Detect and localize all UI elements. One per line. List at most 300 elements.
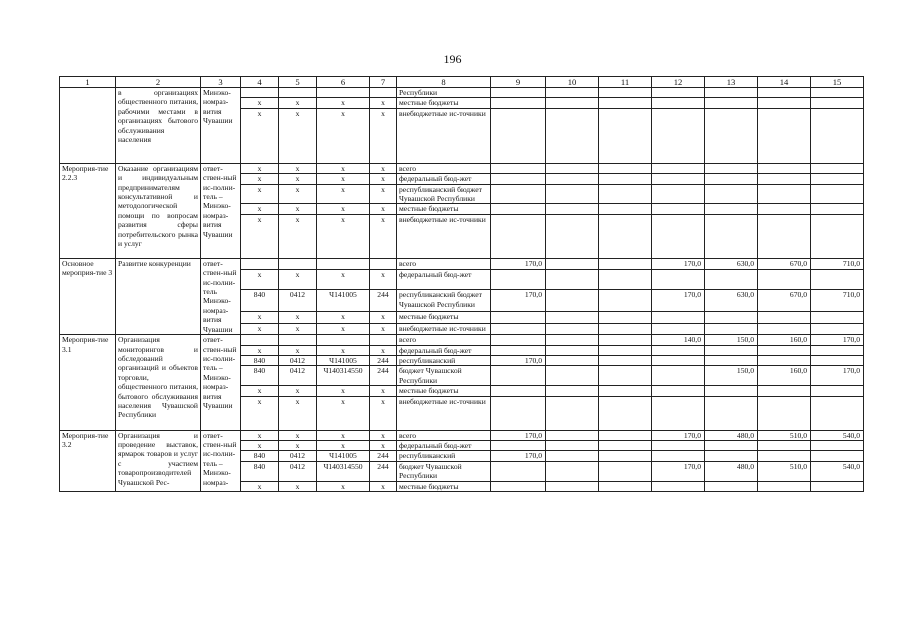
empty-cell (317, 335, 370, 345)
empty-cell (705, 204, 758, 214)
empty-cell (317, 258, 370, 269)
source-cell: всего (397, 335, 491, 345)
empty-cell (546, 98, 599, 108)
empty-cell (599, 451, 652, 461)
code-cell: x (279, 98, 317, 108)
column-header: 12 (652, 77, 705, 88)
value-cell: 510,0 (758, 430, 811, 440)
event-name-cell: в организациях общественного питания, рабочими местами в организациях бытового обслуживания населения (116, 88, 201, 164)
source-cell: внебюджетные ис-точники (397, 108, 491, 163)
empty-cell (599, 163, 652, 173)
empty-cell (546, 323, 599, 334)
empty-cell (652, 214, 705, 258)
code-cell: x (370, 108, 397, 163)
empty-cell (599, 481, 652, 491)
code-cell: x (317, 108, 370, 163)
value-cell: 480,0 (705, 461, 758, 481)
column-header: 11 (599, 77, 652, 88)
table-row (60, 88, 864, 98)
empty-cell (758, 355, 811, 365)
empty-cell (652, 184, 705, 204)
empty-cell (811, 108, 864, 163)
empty-cell (546, 366, 599, 386)
code-cell: x (241, 396, 279, 430)
value-cell: 150,0 (705, 335, 758, 345)
code-cell: x (279, 386, 317, 396)
code-cell: x (241, 204, 279, 214)
empty-cell (599, 440, 652, 450)
column-header: 7 (370, 77, 397, 88)
empty-cell (491, 386, 546, 396)
code-cell: 0412 (279, 290, 317, 312)
empty-cell (811, 481, 864, 491)
column-header: 1 (60, 77, 116, 88)
empty-cell (758, 481, 811, 491)
empty-cell (491, 461, 546, 481)
code-cell: x (241, 174, 279, 184)
code-cell: x (317, 270, 370, 290)
empty-cell (546, 290, 599, 312)
code-cell: x (279, 108, 317, 163)
code-cell: x (279, 396, 317, 430)
empty-cell (546, 163, 599, 173)
empty-cell (652, 396, 705, 430)
empty-cell (279, 88, 317, 98)
empty-cell (599, 184, 652, 204)
empty-cell (705, 174, 758, 184)
code-cell: x (279, 312, 317, 323)
column-header: 8 (397, 77, 491, 88)
source-cell: республиканский (397, 451, 491, 461)
empty-cell (652, 355, 705, 365)
column-header: 4 (241, 77, 279, 88)
empty-cell (652, 88, 705, 98)
empty-cell (599, 461, 652, 481)
empty-cell (705, 440, 758, 450)
empty-cell (811, 88, 864, 98)
code-cell: x (317, 214, 370, 258)
code-cell: x (279, 323, 317, 334)
column-header: 5 (279, 77, 317, 88)
empty-cell (546, 451, 599, 461)
code-cell: x (241, 270, 279, 290)
event-name-cell: Развитие конкуренции (116, 258, 201, 334)
code-cell: x (370, 214, 397, 258)
code-cell: x (317, 345, 370, 355)
empty-cell (758, 312, 811, 323)
code-cell: x (370, 396, 397, 430)
empty-cell (758, 386, 811, 396)
empty-cell (758, 214, 811, 258)
empty-cell (599, 204, 652, 214)
source-cell: федеральный бюд-жет (397, 174, 491, 184)
empty-cell (758, 345, 811, 355)
empty-cell (546, 461, 599, 481)
empty-cell (491, 312, 546, 323)
empty-cell (705, 345, 758, 355)
value-cell: 710,0 (811, 258, 864, 269)
value-cell: 170,0 (811, 366, 864, 386)
code-cell: x (370, 98, 397, 108)
empty-cell (758, 323, 811, 334)
empty-cell (811, 355, 864, 365)
empty-cell (370, 88, 397, 98)
empty-cell (705, 396, 758, 430)
empty-cell (758, 451, 811, 461)
code-cell: x (279, 270, 317, 290)
empty-cell (546, 184, 599, 204)
empty-cell (241, 335, 279, 345)
empty-cell (491, 174, 546, 184)
code-cell: x (370, 481, 397, 491)
empty-cell (758, 440, 811, 450)
empty-cell (758, 396, 811, 430)
code-cell: 0412 (279, 366, 317, 386)
empty-cell (705, 386, 758, 396)
code-cell: 840 (241, 366, 279, 386)
empty-cell (599, 108, 652, 163)
code-cell: x (279, 214, 317, 258)
empty-cell (758, 88, 811, 98)
empty-cell (652, 481, 705, 491)
empty-cell (811, 270, 864, 290)
empty-cell (811, 98, 864, 108)
empty-cell (491, 323, 546, 334)
empty-cell (705, 108, 758, 163)
empty-cell (370, 258, 397, 269)
responsible-cell: Минэко-номраз-вития Чувашии (201, 88, 241, 164)
budget-table-container (59, 76, 858, 492)
source-cell: республиканский бюджет Чувашской Республики (397, 290, 491, 312)
empty-cell (546, 214, 599, 258)
responsible-cell: ответ-ствен-ный ис-полни-тель – Минэко-номраз- (201, 430, 241, 491)
empty-cell (599, 366, 652, 386)
code-cell: x (241, 386, 279, 396)
empty-cell (599, 345, 652, 355)
code-cell: x (241, 440, 279, 450)
code-cell: 840 (241, 451, 279, 461)
column-header: 3 (201, 77, 241, 88)
code-cell: x (317, 204, 370, 214)
empty-cell (758, 270, 811, 290)
code-cell: x (317, 184, 370, 204)
empty-cell (652, 440, 705, 450)
code-cell: x (279, 481, 317, 491)
empty-cell (546, 430, 599, 440)
empty-cell (491, 98, 546, 108)
code-cell: x (317, 386, 370, 396)
code-cell: x (279, 204, 317, 214)
empty-cell (491, 345, 546, 355)
code-cell: x (241, 481, 279, 491)
value-cell: 170,0 (491, 430, 546, 440)
code-cell: x (370, 270, 397, 290)
value-cell: 670,0 (758, 290, 811, 312)
empty-cell (599, 88, 652, 98)
code-cell: x (370, 323, 397, 334)
value-cell: 480,0 (705, 430, 758, 440)
empty-cell (241, 258, 279, 269)
empty-cell (811, 214, 864, 258)
empty-cell (491, 184, 546, 204)
empty-cell (546, 396, 599, 430)
source-cell: местные бюджеты (397, 98, 491, 108)
table-row (60, 258, 864, 269)
empty-cell (652, 98, 705, 108)
empty-cell (491, 204, 546, 214)
value-cell: 510,0 (758, 461, 811, 481)
empty-cell (546, 312, 599, 323)
empty-cell (546, 335, 599, 345)
event-code-cell: Основное мероприя-тие 3 (60, 258, 116, 334)
column-header: 9 (491, 77, 546, 88)
table-row (60, 335, 864, 345)
empty-cell (599, 430, 652, 440)
source-cell: бюджет Чувашской Республики (397, 366, 491, 386)
empty-cell (491, 335, 546, 345)
code-cell: x (370, 184, 397, 204)
value-cell: 160,0 (758, 366, 811, 386)
empty-cell (705, 98, 758, 108)
empty-cell (652, 312, 705, 323)
code-cell: 244 (370, 355, 397, 365)
source-cell: Республики (397, 88, 491, 98)
empty-cell (811, 174, 864, 184)
source-cell: всего (397, 430, 491, 440)
empty-cell (599, 386, 652, 396)
code-cell: 0412 (279, 355, 317, 365)
empty-cell (546, 88, 599, 98)
event-code-cell (60, 88, 116, 164)
empty-cell (705, 481, 758, 491)
column-header: 14 (758, 77, 811, 88)
code-cell: x (279, 184, 317, 204)
value-cell: 160,0 (758, 335, 811, 345)
empty-cell (758, 204, 811, 214)
code-cell: x (241, 430, 279, 440)
empty-cell (546, 204, 599, 214)
code-cell: x (370, 345, 397, 355)
source-cell: внебюджетные ис-точники (397, 214, 491, 258)
value-cell: 540,0 (811, 461, 864, 481)
code-cell: Ч141005 (317, 355, 370, 365)
empty-cell (599, 98, 652, 108)
empty-cell (652, 366, 705, 386)
source-cell: местные бюджеты (397, 481, 491, 491)
empty-cell (546, 345, 599, 355)
empty-cell (811, 386, 864, 396)
empty-cell (491, 366, 546, 386)
budget-table (59, 76, 864, 492)
empty-cell (370, 335, 397, 345)
column-header: 2 (116, 77, 201, 88)
event-name-cell: Организация мониторингов и обследований организаций и объектов торговли, общественного питания, бытового обслуживания населения Чувашской Республики (116, 335, 201, 430)
empty-cell (811, 440, 864, 450)
code-cell: x (241, 184, 279, 204)
empty-cell (705, 355, 758, 365)
code-cell: x (317, 481, 370, 491)
source-cell: внебюджетные ис-точники (397, 323, 491, 334)
value-cell: 170,0 (652, 290, 705, 312)
code-cell: x (317, 323, 370, 334)
value-cell: 630,0 (705, 290, 758, 312)
code-cell: Ч141005 (317, 451, 370, 461)
empty-cell (811, 451, 864, 461)
empty-cell (599, 335, 652, 345)
value-cell: 710,0 (811, 290, 864, 312)
code-cell: Ч141005 (317, 290, 370, 312)
value-cell: 170,0 (652, 258, 705, 269)
empty-cell (811, 184, 864, 204)
source-cell: бюджет Чувашской Республики (397, 461, 491, 481)
code-cell: 0412 (279, 451, 317, 461)
code-cell: Ч140314550 (317, 461, 370, 481)
column-header: 15 (811, 77, 864, 88)
empty-cell (811, 345, 864, 355)
code-cell: x (317, 396, 370, 430)
value-cell: 170,0 (652, 430, 705, 440)
empty-cell (705, 163, 758, 173)
source-cell: всего (397, 258, 491, 269)
empty-cell (652, 270, 705, 290)
code-cell: x (241, 214, 279, 258)
value-cell: 170,0 (491, 290, 546, 312)
code-cell: 244 (370, 461, 397, 481)
event-code-cell: Мероприя-тие 2.2.3 (60, 163, 116, 258)
column-header: 13 (705, 77, 758, 88)
table-row (60, 430, 864, 440)
code-cell: x (317, 174, 370, 184)
empty-cell (491, 108, 546, 163)
value-cell: 170,0 (491, 258, 546, 269)
code-cell: x (370, 430, 397, 440)
empty-cell (758, 174, 811, 184)
empty-cell (599, 396, 652, 430)
empty-cell (705, 323, 758, 334)
empty-cell (652, 163, 705, 173)
page-number: 196 (443, 52, 462, 66)
empty-cell (491, 481, 546, 491)
value-cell: 170,0 (652, 461, 705, 481)
empty-cell (599, 270, 652, 290)
event-name-cell: Организация и проведение выставок, ярмарок товаров и услуг с участием товаропроизводителей Чувашской Рес- (116, 430, 201, 491)
empty-cell (599, 312, 652, 323)
empty-cell (758, 163, 811, 173)
table-row (60, 163, 864, 173)
source-cell: всего (397, 163, 491, 173)
empty-cell (491, 214, 546, 258)
code-cell: x (370, 386, 397, 396)
empty-cell (652, 386, 705, 396)
code-cell: x (317, 440, 370, 450)
code-cell: x (279, 174, 317, 184)
empty-cell (758, 98, 811, 108)
code-cell: 840 (241, 355, 279, 365)
column-number-row (60, 77, 864, 88)
code-cell: x (370, 174, 397, 184)
code-cell: x (317, 163, 370, 173)
empty-cell (546, 386, 599, 396)
empty-cell (652, 204, 705, 214)
source-cell: республиканский бюджет Чувашской Республики (397, 184, 491, 204)
code-cell: 244 (370, 366, 397, 386)
empty-cell (491, 163, 546, 173)
empty-cell (546, 108, 599, 163)
code-cell: 244 (370, 451, 397, 461)
value-cell: 670,0 (758, 258, 811, 269)
event-code-cell: Мероприя-тие 3.2 (60, 430, 116, 491)
code-cell: x (370, 312, 397, 323)
empty-cell (811, 312, 864, 323)
empty-cell (811, 204, 864, 214)
empty-cell (599, 290, 652, 312)
code-cell: x (279, 163, 317, 173)
value-cell: 170,0 (811, 335, 864, 345)
code-cell: x (279, 345, 317, 355)
empty-cell (811, 396, 864, 430)
empty-cell (652, 345, 705, 355)
empty-cell (811, 323, 864, 334)
empty-cell (241, 88, 279, 98)
source-cell: федеральный бюд-жет (397, 345, 491, 355)
responsible-cell: ответ-ствен-ный ис-полни-тель Минэко-номраз-вития Чувашии (201, 258, 241, 334)
empty-cell (652, 323, 705, 334)
source-cell: местные бюджеты (397, 386, 491, 396)
value-cell: 150,0 (705, 366, 758, 386)
empty-cell (705, 88, 758, 98)
empty-cell (599, 174, 652, 184)
source-cell: внебюджетные ис-точники (397, 396, 491, 430)
responsible-cell: ответ-ствен-ный ис-полни-тель – Минэко-номраз-вития Чувашии (201, 335, 241, 430)
event-name-cell: Оказание организациям и индивидуальным предпринимателям консультативной и методологической помощи по вопросам развития сферы потребительского рынка и услуг (116, 163, 201, 258)
empty-cell (705, 451, 758, 461)
value-cell: 540,0 (811, 430, 864, 440)
code-cell: x (317, 312, 370, 323)
code-cell: Ч140314550 (317, 366, 370, 386)
empty-cell (652, 451, 705, 461)
source-cell: местные бюджеты (397, 204, 491, 214)
empty-cell (491, 270, 546, 290)
empty-cell (705, 270, 758, 290)
empty-cell (652, 174, 705, 184)
empty-cell (279, 335, 317, 345)
code-cell: x (370, 204, 397, 214)
code-cell: x (317, 430, 370, 440)
empty-cell (491, 88, 546, 98)
code-cell: x (317, 98, 370, 108)
empty-cell (652, 108, 705, 163)
value-cell: 630,0 (705, 258, 758, 269)
code-cell: x (241, 108, 279, 163)
empty-cell (317, 88, 370, 98)
code-cell: x (241, 312, 279, 323)
empty-cell (546, 440, 599, 450)
empty-cell (705, 184, 758, 204)
column-header: 6 (317, 77, 370, 88)
empty-cell (599, 258, 652, 269)
empty-cell (705, 312, 758, 323)
empty-cell (279, 258, 317, 269)
empty-cell (491, 396, 546, 430)
event-code-cell: Мероприя-тие 3.1 (60, 335, 116, 430)
code-cell: 840 (241, 461, 279, 481)
empty-cell (811, 163, 864, 173)
empty-cell (546, 355, 599, 365)
code-cell: x (241, 323, 279, 334)
empty-cell (599, 323, 652, 334)
code-cell: x (279, 430, 317, 440)
empty-cell (758, 184, 811, 204)
